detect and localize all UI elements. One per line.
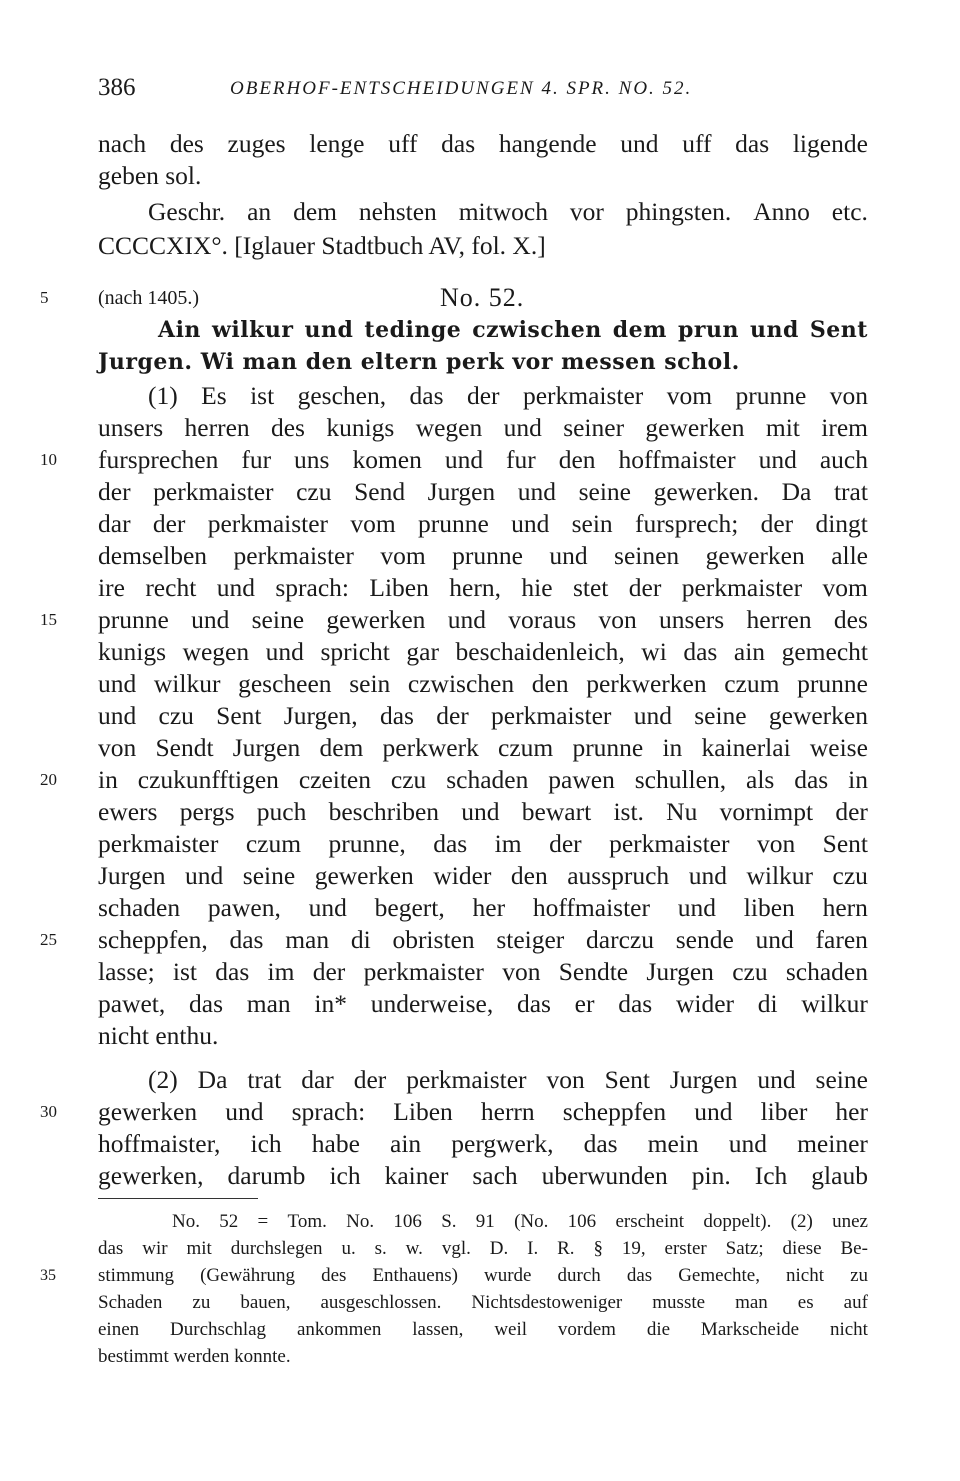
footnote-line: No. 52 = Tom. No. 106 S. 91 (No. 106 erscheint doppelt). (2) unez bbox=[172, 1211, 868, 1232]
text-line: geben sol. bbox=[98, 161, 202, 190]
body-line: perkmaister czum prunne, das im der perkmaister von Sent bbox=[98, 829, 868, 858]
body-line: hoffmaister, ich habe ain pergwerk, das mein und meiner bbox=[98, 1129, 868, 1158]
body-line: (2) Da trat dar der perkmaister von Sent Jurgen und seine bbox=[148, 1065, 868, 1094]
footnote-line: einen Durchschlag ankommen lassen, weil vordem die Markscheide nicht bbox=[98, 1319, 868, 1340]
text-line: CCCCXIX°. [Iglauer Stadtbuch AV, fol. X.] bbox=[98, 231, 546, 260]
line-number: 20 bbox=[40, 770, 57, 789]
body-line: schaden pawen, und begert, her hoffmaister und liben hern bbox=[98, 893, 868, 922]
line-number: 25 bbox=[40, 930, 57, 949]
page-header bbox=[98, 74, 868, 104]
body-line: in czukunfftigen czeiten czu schaden pawen schullen, als das in bbox=[98, 765, 868, 794]
body-line: gewerken und sprach: Liben herrn scheppfen und liber her bbox=[98, 1097, 868, 1126]
running-head: OBERHOF-ENTSCHEIDUNGEN 4. SPR. NO. 52. bbox=[230, 78, 693, 99]
body-line: der perkmaister czu Send Jurgen und seine gewerken. Da trat bbox=[98, 477, 868, 506]
body-line: gewerken, darumb ich kainer sach uberwunden pin. Ich glaub bbox=[98, 1161, 868, 1190]
body-line: Jurgen und seine gewerken wider den ausspruch und wilkur czu bbox=[98, 861, 868, 890]
title-line: Ain wilkur und tedinge czwischen dem prun und Sent bbox=[158, 317, 868, 343]
body-line: scheppfen, das man di obristen steiger darczu sende und faren bbox=[98, 925, 868, 954]
footnote-divider bbox=[98, 1198, 258, 1199]
entry-number: No. 52. bbox=[440, 283, 525, 312]
line-number: 35 bbox=[40, 1267, 56, 1284]
body-line: demselben perkmaister vom prunne und seinen gewerken alle bbox=[98, 541, 868, 570]
body-line: und czu Sent Jurgen, das der perkmaister und seine gewerken bbox=[98, 701, 868, 730]
footnote-line: Schaden zu bauen, ausgeschlossen. Nichtsdestoweniger musste man es auf bbox=[98, 1292, 868, 1313]
text-line: nach des zuges lenge uff das hangende und uff das ligende bbox=[98, 129, 868, 158]
page-number: 386 bbox=[98, 74, 136, 101]
body-line: kunigs wegen und spricht gar beschaidenleich, wi das ain gemecht bbox=[98, 637, 868, 666]
footnote-line: bestimmt werden konnte. bbox=[98, 1346, 291, 1367]
body-line: lasse; ist das im der perkmaister von Sendte Jurgen czu schaden bbox=[98, 957, 868, 986]
title-line: Jurgen. Wi man den eltern perk vor messen schol. bbox=[98, 349, 740, 375]
line-number: 15 bbox=[40, 610, 57, 629]
body-line: nicht enthu. bbox=[98, 1021, 219, 1050]
body-line: prunne und seine gewerken und voraus von unsers herren des bbox=[98, 605, 868, 634]
body-line: ewers pergs puch beschriben und bewart ist. Nu vornimpt der bbox=[98, 797, 868, 826]
line-number: 10 bbox=[40, 450, 57, 469]
body-line: und wilkur gescheen sein czwischen den perkwerken czum prunne bbox=[98, 669, 868, 698]
body-line: dar der perkmaister vom prunne und sein fursprech; der dingt bbox=[98, 509, 868, 538]
entry-date: (nach 1405.) bbox=[98, 287, 200, 309]
body-line: (1) Es ist geschen, das der perkmaister vom prunne von bbox=[148, 381, 868, 410]
footnote-line: das wir mit durchslegen u. s. w. vgl. D. I. R. § 19, erster Satz; diese Be- bbox=[98, 1238, 868, 1259]
body-line: fursprechen fur uns komen und fur den hoffmaister und auch bbox=[98, 445, 868, 474]
footnote-line: stimmung (Gewährung des Enthauens) wurde durch das Gemechte, nicht zu bbox=[98, 1265, 868, 1286]
text-line: Geschr. an dem nehsten mitwoch vor phingsten. Anno etc. bbox=[148, 197, 868, 226]
line-number: 5 bbox=[40, 288, 49, 307]
body-line: unsers herren des kunigs wegen und seiner gewerken mit irem bbox=[98, 413, 868, 442]
body-line: pawet, das man in* underweise, das er das wider di wilkur bbox=[98, 989, 868, 1018]
body-line: ire recht und sprach: Liben hern, hie stet der perkmaister vom bbox=[98, 573, 868, 602]
body-line: von Sendt Jurgen dem perkwerk czum prunne in kainerlai weise bbox=[98, 733, 868, 762]
line-number: 30 bbox=[40, 1102, 57, 1121]
